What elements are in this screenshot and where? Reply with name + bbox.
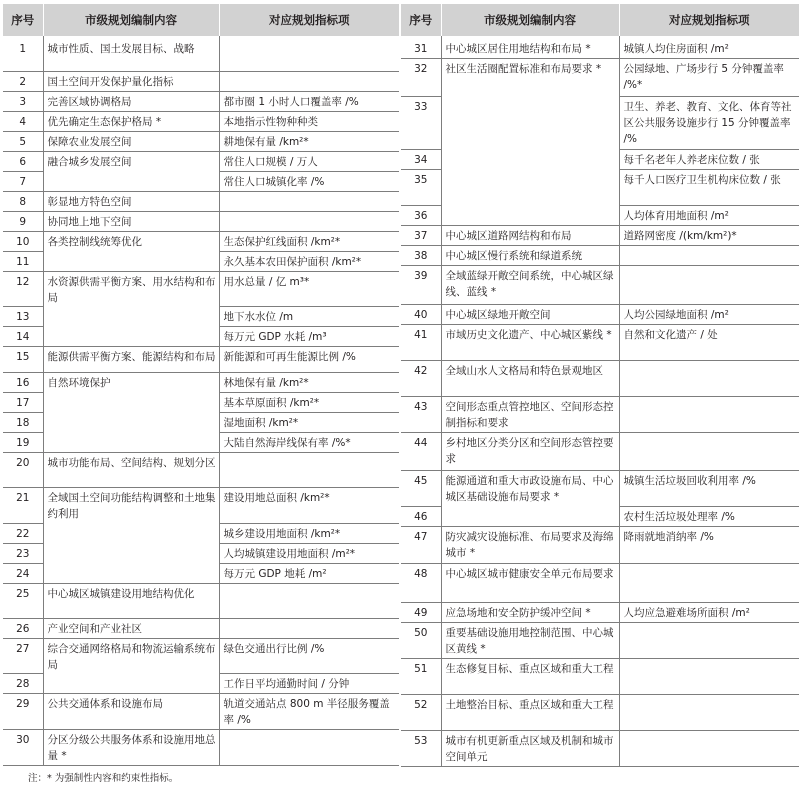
row-number: 34 [401, 150, 441, 170]
table-row [3, 563, 399, 583]
table-row [3, 327, 399, 347]
planning-content: 自然环境保护 [43, 373, 219, 393]
planning-indicator: 人均公园绿地面积 /m² [619, 305, 799, 325]
planning-content [43, 393, 219, 413]
left-table-body [3, 36, 399, 766]
table-row [3, 36, 399, 71]
table-row [3, 171, 399, 191]
planning-content: 全域蓝绿开敞空间系统，中心城区绿线、蓝线 * [441, 266, 619, 305]
right-table-body [401, 36, 799, 766]
planning-indicator: 常住人口城镇化率 /% [219, 171, 399, 191]
row-number: 52 [401, 694, 441, 730]
table-row [3, 231, 399, 251]
row-number: 22 [3, 523, 43, 543]
row-number: 51 [401, 658, 441, 694]
planning-content: 乡村地区分类分区和空间形态管控要求 [441, 433, 619, 471]
planning-indicator [619, 246, 799, 266]
table-row [401, 694, 799, 730]
table-row [3, 523, 399, 543]
table-row [3, 271, 399, 307]
row-number: 46 [401, 506, 441, 526]
table-row [401, 36, 799, 59]
row-number: 1 [3, 36, 43, 71]
row-number: 19 [3, 433, 43, 453]
row-number: 14 [3, 327, 43, 347]
table-row [401, 206, 799, 226]
planning-content [43, 563, 219, 583]
row-number: 31 [401, 36, 441, 59]
planning-indicator: 每万元 GDP 水耗 /m³ [219, 327, 399, 347]
planning-indicator: 永久基本农田保护面积 /km²* [219, 251, 399, 271]
planning-indicator: 每万元 GDP 地耗 /m² [219, 563, 399, 583]
planning-content: 重要基础设施用地控制范围、中心城区黄线 * [441, 622, 619, 658]
planning-content: 完善区域协调格局 [43, 91, 219, 111]
planning-indicator: 轨道交通站点 800 m 半径服务覆盖率 /% [219, 694, 399, 730]
row-number: 4 [3, 111, 43, 131]
planning-indicator: 降雨就地消纳率 /% [619, 526, 799, 563]
row-number: 5 [3, 131, 43, 151]
table-row [3, 730, 399, 766]
planning-indicator: 都市圈 1 小时人口覆盖率 /% [219, 91, 399, 111]
planning-indicator: 耕地保有量 /km²* [219, 131, 399, 151]
row-number: 42 [401, 361, 441, 397]
planning-content [441, 170, 619, 206]
planning-content: 产业空间和产业社区 [43, 618, 219, 638]
table-row [3, 638, 399, 674]
planning-indicator: 人均体育用地面积 /m² [619, 206, 799, 226]
table-row [3, 111, 399, 131]
planning-indicator [219, 36, 399, 71]
planning-content [43, 413, 219, 433]
planning-indicator: 人均城镇建设用地面积 /m²* [219, 543, 399, 563]
row-number: 44 [401, 433, 441, 471]
planning-content: 应急场地和安全防护缓冲空间 * [441, 602, 619, 622]
row-number: 41 [401, 325, 441, 361]
planning-content [43, 543, 219, 563]
table-row [401, 97, 799, 150]
planning-indicator: 每千名老年人养老床位数 / 张 [619, 150, 799, 170]
table-row [3, 373, 399, 393]
planning-content: 优先确定生态保护格局 * [43, 111, 219, 131]
table-row [401, 602, 799, 622]
planning-content: 社区生活圈配置标准和布局要求 * [441, 59, 619, 97]
left-header-row [3, 4, 399, 36]
row-number: 43 [401, 397, 441, 433]
planning-indicator: 卫生、养老、教育、文化、体育等社区公共服务设施步行 15 分钟覆盖率 /% [619, 97, 799, 150]
planning-indicator: 常住人口规模 / 万人 [219, 151, 399, 171]
row-number: 48 [401, 563, 441, 602]
row-number: 20 [3, 453, 43, 488]
table-row [3, 674, 399, 694]
planning-indicator [619, 563, 799, 602]
planning-content [43, 251, 219, 271]
table-row [3, 131, 399, 151]
planning-indicator [219, 211, 399, 231]
planning-indicator [219, 618, 399, 638]
planning-content: 国土空间开发保护量化指标 [43, 71, 219, 91]
planning-indicator: 新能源和可再生能源比例 /% [219, 347, 399, 373]
table-row [3, 543, 399, 563]
table-row [401, 471, 799, 507]
planning-content: 中心城区慢行系统和绿道系统 [441, 246, 619, 266]
table-row [401, 526, 799, 563]
planning-content: 中心城区绿地开敞空间 [441, 305, 619, 325]
row-number: 12 [3, 271, 43, 307]
row-number: 49 [401, 602, 441, 622]
planning-indicator: 大陆自然海岸线保有率 /%* [219, 433, 399, 453]
table-row [3, 71, 399, 91]
table-row [3, 91, 399, 111]
planning-content [43, 171, 219, 191]
planning-indicator: 本地指示性物种种类 [219, 111, 399, 131]
planning-content: 中心城区城镇建设用地结构优化 [43, 583, 219, 618]
row-number: 2 [3, 71, 43, 91]
table-row [401, 170, 799, 206]
header-num: 序号 [401, 4, 441, 36]
planning-indicator: 农村生活垃圾处理率 /% [619, 506, 799, 526]
planning-indicator: 建设用地总面积 /km²* [219, 488, 399, 524]
row-number: 16 [3, 373, 43, 393]
table-row [401, 658, 799, 694]
planning-content: 保障农业发展空间 [43, 131, 219, 151]
planning-indicator [619, 361, 799, 397]
planning-indicator [619, 397, 799, 433]
row-number: 39 [401, 266, 441, 305]
row-number: 40 [401, 305, 441, 325]
planning-content: 中心城区居住用地结构和布局 * [441, 36, 619, 59]
table-row [401, 226, 799, 246]
planning-content: 能源通道和重大市政设施布局、中心城区基础设施布局要求 * [441, 471, 619, 507]
planning-content: 防灾减灾设施标准、布局要求及海绵城市 * [441, 526, 619, 563]
planning-indicator: 公园绿地、广场步行 5 分钟覆盖率 /%* [619, 59, 799, 97]
row-number: 23 [3, 543, 43, 563]
table-row [3, 583, 399, 618]
planning-indicator [219, 730, 399, 766]
planning-content: 彰显地方特色空间 [43, 191, 219, 211]
planning-content: 空间形态重点管控地区、空间形态控制指标和要求 [441, 397, 619, 433]
table-row [3, 433, 399, 453]
planning-content: 土地整治目标、重点区域和重大工程 [441, 694, 619, 730]
table-row [401, 150, 799, 170]
table-row [401, 266, 799, 305]
table-row [401, 622, 799, 658]
table-row [3, 488, 399, 524]
table-row [3, 413, 399, 433]
planning-content [43, 674, 219, 694]
planning-content: 中心城区城市健康安全单元布局要求 [441, 563, 619, 602]
row-number: 47 [401, 526, 441, 563]
planning-content: 公共交通体系和设施布局 [43, 694, 219, 730]
planning-indicator: 道路网密度 /(km/km²)* [619, 226, 799, 246]
planning-indicator: 绿色交通出行比例 /% [219, 638, 399, 674]
row-number: 9 [3, 211, 43, 231]
row-number: 24 [3, 563, 43, 583]
table-row [3, 191, 399, 211]
planning-content: 各类控制线统筹优化 [43, 231, 219, 251]
planning-content: 全域山水人文格局和特色景观地区 [441, 361, 619, 397]
header-num: 序号 [3, 4, 43, 36]
planning-content [43, 523, 219, 543]
planning-indicator: 人均应急避难场所面积 /m² [619, 602, 799, 622]
planning-indicator: 生态保护红线面积 /km²* [219, 231, 399, 251]
planning-content: 分区分级公共服务体系和设施用地总量 * [43, 730, 219, 766]
planning-indicator [619, 730, 799, 766]
row-number: 28 [3, 674, 43, 694]
table-row [401, 397, 799, 433]
row-number: 30 [3, 730, 43, 766]
table-row [3, 347, 399, 373]
planning-content: 协同地上地下空间 [43, 211, 219, 231]
table-row [3, 151, 399, 171]
table-row [401, 305, 799, 325]
right-header-row [401, 4, 799, 36]
header-indicator: 对应规划指标项 [619, 4, 799, 36]
table-row [3, 251, 399, 271]
planning-content: 城市性质、国土发展目标、战略 [43, 36, 219, 71]
row-number: 21 [3, 488, 43, 524]
row-number: 26 [3, 618, 43, 638]
row-number: 18 [3, 413, 43, 433]
planning-indicator: 城乡建设用地面积 /km²* [219, 523, 399, 543]
planning-indicator [219, 583, 399, 618]
row-number: 53 [401, 730, 441, 766]
table-row [3, 453, 399, 488]
planning-content: 融合城乡发展空间 [43, 151, 219, 171]
planning-content: 综合交通网络格局和物流运输系统布局 [43, 638, 219, 674]
planning-indicator: 工作日平均通勤时间 / 分钟 [219, 674, 399, 694]
planning-content: 市域历史文化遗产、中心城区紫线 * [441, 325, 619, 361]
table-row [401, 506, 799, 526]
row-number: 7 [3, 171, 43, 191]
planning-indicator [619, 266, 799, 305]
row-number: 45 [401, 471, 441, 507]
planning-indicator: 自然和文化遗产 / 处 [619, 325, 799, 361]
planning-indicator: 用水总量 / 亿 m³* [219, 271, 399, 307]
planning-indicator: 湿地面积 /km²* [219, 413, 399, 433]
row-number: 27 [3, 638, 43, 674]
row-number: 15 [3, 347, 43, 373]
footnote: 注：* 为强制性内容和约束性指标。 [28, 773, 179, 784]
planning-content [43, 433, 219, 453]
table-row [401, 730, 799, 766]
planning-indicator [219, 453, 399, 488]
row-number: 37 [401, 226, 441, 246]
planning-content [43, 307, 219, 327]
planning-content: 中心城区道路网结构和布局 [441, 226, 619, 246]
row-number: 35 [401, 170, 441, 206]
row-number: 25 [3, 583, 43, 618]
planning-content [441, 506, 619, 526]
planning-content: 城市有机更新重点区域及机制和城市空间单元 [441, 730, 619, 766]
planning-indicator [219, 71, 399, 91]
planning-content: 城市功能布局、空间结构、规划分区 [43, 453, 219, 488]
table-row [401, 361, 799, 397]
planning-content: 生态修复目标、重点区域和重大工程 [441, 658, 619, 694]
row-number: 33 [401, 97, 441, 150]
planning-indicator: 林地保有量 /km²* [219, 373, 399, 393]
table-row [3, 211, 399, 231]
table-row [3, 618, 399, 638]
row-number: 32 [401, 59, 441, 97]
row-number: 8 [3, 191, 43, 211]
planning-content [441, 97, 619, 150]
planning-indicator [619, 694, 799, 730]
planning-content: 能源供需平衡方案、能源结构和布局 [43, 347, 219, 373]
planning-content [441, 150, 619, 170]
row-number: 11 [3, 251, 43, 271]
planning-indicator [619, 658, 799, 694]
planning-content [43, 327, 219, 347]
header-content: 市级规划编制内容 [43, 4, 219, 36]
row-number: 17 [3, 393, 43, 413]
planning-indicator [219, 191, 399, 211]
row-number: 38 [401, 246, 441, 266]
planning-indicator [619, 622, 799, 658]
table-row [401, 433, 799, 471]
planning-indicator [619, 433, 799, 471]
header-content: 市级规划编制内容 [441, 4, 619, 36]
right-table [401, 4, 799, 767]
row-number: 29 [3, 694, 43, 730]
planning-content: 全域国土空间功能结构调整和土地集约利用 [43, 488, 219, 524]
planning-indicator: 每千人口医疗卫生机构床位数 / 张 [619, 170, 799, 206]
row-number: 13 [3, 307, 43, 327]
table-row [401, 563, 799, 602]
row-number: 36 [401, 206, 441, 226]
planning-indicator: 城镇生活垃圾回收利用率 /% [619, 471, 799, 507]
row-number: 10 [3, 231, 43, 251]
planning-indicator: 地下水水位 /m [219, 307, 399, 327]
planning-indicator: 城镇人均住房面积 /m² [619, 36, 799, 59]
planning-table-container [3, 4, 799, 767]
table-row [3, 307, 399, 327]
planning-content [441, 206, 619, 226]
table-row [3, 694, 399, 730]
table-row [401, 325, 799, 361]
table-row [401, 59, 799, 97]
table-row [401, 246, 799, 266]
planning-indicator: 基本草原面积 /km²* [219, 393, 399, 413]
table-row [3, 393, 399, 413]
row-number: 3 [3, 91, 43, 111]
left-table [3, 4, 399, 766]
header-indicator: 对应规划指标项 [219, 4, 399, 36]
row-number: 6 [3, 151, 43, 171]
planning-content: 水资源供需平衡方案、用水结构和布局 [43, 271, 219, 307]
row-number: 50 [401, 622, 441, 658]
